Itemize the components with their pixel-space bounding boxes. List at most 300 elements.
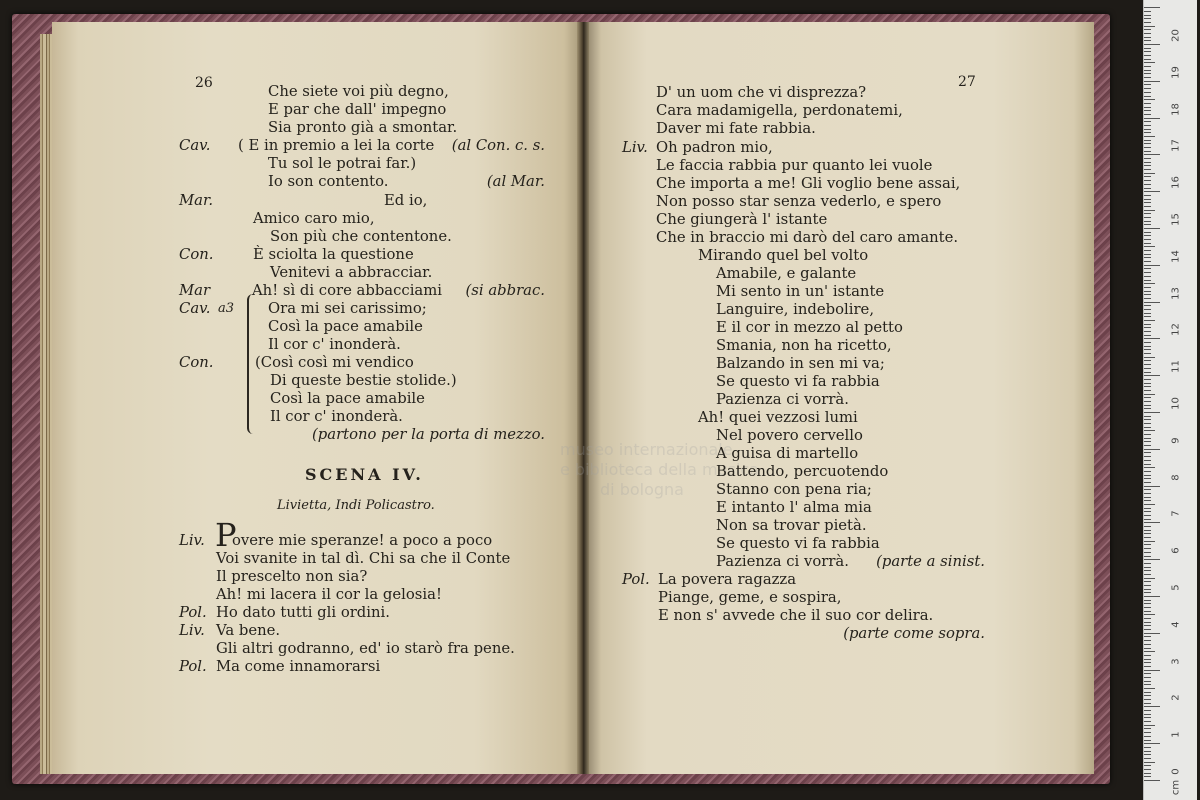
- ruler-tick: [1144, 243, 1151, 244]
- left-verse-line: Che siete voi più degno,: [268, 83, 449, 100]
- left-verse-line: Il cor c' inonderà.: [268, 336, 401, 353]
- ruler-tick: [1144, 732, 1151, 733]
- ruler-tick: [1144, 276, 1151, 277]
- left-verse-line: Ora mi sei carissimo;: [268, 300, 427, 317]
- ruler-tick: [1144, 567, 1151, 568]
- ruler-tick: [1144, 394, 1155, 395]
- ruler-tick: [1144, 530, 1151, 531]
- ruler-tick: [1144, 648, 1151, 649]
- ruler-tick: [1144, 736, 1151, 737]
- left-speaker: Cav.: [179, 137, 211, 154]
- left-speaker: Liv.: [179, 622, 205, 639]
- ruler-tick: [1144, 191, 1160, 192]
- ruler-tick: [1144, 405, 1151, 406]
- left-verse-line: Ho dato tutti gli ordini.: [216, 604, 390, 621]
- left-stage-direction: (al Mar.: [486, 173, 545, 190]
- ruler-tick: [1144, 158, 1151, 159]
- right-verse-line: Smania, non ha ricetto,: [716, 337, 892, 354]
- ruler-tick: [1144, 684, 1151, 685]
- ruler-tick: [1144, 614, 1155, 615]
- a3-marker: a3: [218, 301, 235, 316]
- ruler-tick: [1144, 585, 1151, 586]
- ruler-tick: [1144, 452, 1151, 453]
- ruler-tick: [1144, 140, 1151, 141]
- ruler-tick: [1144, 548, 1151, 549]
- left-verse-line: ( E in premio a lei la corte: [238, 137, 435, 154]
- ruler-tick: [1144, 412, 1160, 413]
- measuring-ruler: [1143, 0, 1197, 800]
- ruler-tick: [1144, 773, 1151, 774]
- ruler-tick: [1144, 416, 1151, 417]
- ruler-tick: [1144, 357, 1155, 358]
- left-verse-line: Tu sol le potrai far.): [268, 155, 417, 172]
- ruler-tick: [1144, 559, 1160, 560]
- ruler-number: 11: [1170, 360, 1182, 374]
- ruler-tick: [1144, 467, 1155, 468]
- ruler-number: 14: [1170, 249, 1182, 263]
- ruler-tick: [1144, 482, 1151, 483]
- right-verse-line: Amabile, e galante: [716, 265, 857, 282]
- ruler-tick: [1144, 681, 1151, 682]
- ruler-tick: [1144, 70, 1151, 71]
- ruler-tick: [1144, 574, 1151, 575]
- ruler-tick: [1144, 552, 1151, 553]
- left-verse-line: È sciolta la questione: [253, 246, 414, 263]
- ruler-tick: [1144, 758, 1151, 759]
- ruler-tick: [1144, 721, 1151, 722]
- ruler-tick: [1144, 629, 1151, 630]
- right-verse-line: Se questo vi fa rabbia: [716, 373, 880, 390]
- ruler-tick: [1144, 206, 1151, 207]
- ruler-tick: [1144, 636, 1151, 637]
- ruler-tick: [1144, 327, 1151, 328]
- ruler-number: 16: [1170, 176, 1182, 190]
- ruler-tick: [1144, 489, 1151, 490]
- left-verse-line: Venitevi a abbracciar.: [270, 264, 433, 281]
- right-verse-line: Se questo vi fa rabbia: [716, 535, 880, 552]
- ruler-tick: [1144, 81, 1160, 82]
- right-speaker: Liv.: [622, 139, 648, 156]
- ruler-tick: [1144, 224, 1151, 225]
- ruler-tick: [1144, 464, 1151, 465]
- ruler-tick: [1144, 596, 1160, 597]
- left-speaker: Mar: [179, 282, 211, 299]
- ruler-tick: [1144, 257, 1151, 258]
- ruler-tick: [1144, 728, 1151, 729]
- ruler-number: 13: [1170, 286, 1182, 300]
- ruler-tick: [1144, 136, 1155, 137]
- right-verse-line: Le faccia rabbia pur quanto lei vuole: [656, 157, 933, 174]
- watermark-line: e biblioteca della musica: [560, 460, 760, 479]
- ruler-tick: [1144, 600, 1151, 601]
- ruler-tick: [1144, 15, 1151, 16]
- ruler-tick: [1144, 460, 1151, 461]
- ruler-number: 12: [1170, 323, 1182, 337]
- ruler-tick: [1144, 232, 1151, 233]
- ruler-tick: [1144, 121, 1151, 122]
- left-verse-line: overe mie speranze! a poco a poco: [232, 532, 493, 549]
- ruler-number: 0: [1170, 768, 1182, 775]
- ruler-tick: [1144, 456, 1151, 457]
- left-verse-line: Ah! sì di core abbacciami: [252, 282, 443, 299]
- ruler-tick: [1144, 592, 1151, 593]
- ruler-tick: [1144, 254, 1151, 255]
- ruler-tick: [1144, 66, 1151, 67]
- ruler-tick: [1144, 48, 1151, 49]
- ruler-tick: [1144, 324, 1151, 325]
- ruler-number: 5: [1170, 584, 1182, 591]
- right-verse-line: Non sa trovar pietà.: [716, 517, 867, 534]
- ruler-tick: [1144, 342, 1151, 343]
- left-verse-line: Così la pace amabile: [268, 318, 423, 335]
- ruler-tick: [1144, 570, 1151, 571]
- ruler-tick: [1144, 151, 1151, 152]
- ruler-tick: [1144, 162, 1151, 163]
- left-verse-line: Io son contento.: [268, 173, 389, 190]
- ruler-tick: [1144, 776, 1151, 777]
- ruler-tick: [1144, 651, 1155, 652]
- ruler-tick: [1144, 670, 1160, 671]
- left-stage-direction: (si abbrac.: [465, 282, 545, 299]
- right-verse-line: Pazienza ci vorrà.: [716, 553, 849, 570]
- ruler-tick: [1144, 360, 1151, 361]
- left-speaker: Pol.: [179, 658, 207, 675]
- ruler-tick: [1144, 320, 1155, 321]
- ruler-number: 1: [1170, 731, 1182, 738]
- left-speaker: Liv.: [179, 532, 205, 549]
- right-verse-line: Che importa a me! Gli voglio bene assai,: [656, 175, 961, 192]
- ruler-tick: [1144, 519, 1151, 520]
- ruler-tick: [1144, 77, 1151, 78]
- ruler-tick: [1144, 125, 1151, 126]
- ruler-tick: [1144, 51, 1151, 52]
- right-verse-line: Ah! quei vezzosi lumi: [698, 409, 858, 426]
- ruler-tick: [1144, 173, 1155, 174]
- ensemble-brace: [247, 294, 255, 434]
- ruler-tick: [1144, 478, 1151, 479]
- ruler-tick: [1144, 239, 1151, 240]
- ruler-tick: [1144, 714, 1151, 715]
- left-speaker: Pol.: [179, 604, 207, 621]
- ruler-tick: [1144, 84, 1151, 85]
- ruler-tick: [1144, 618, 1151, 619]
- ruler-tick: [1144, 346, 1151, 347]
- ruler-tick: [1144, 103, 1151, 104]
- ruler-tick: [1144, 379, 1151, 380]
- ruler-tick: [1144, 349, 1151, 350]
- ruler-tick: [1144, 280, 1151, 281]
- ruler-tick: [1144, 504, 1155, 505]
- right-verse-line: A guisa di martello: [716, 445, 859, 462]
- ruler-tick: [1144, 441, 1151, 442]
- right-verse-line: Che in braccio mi darò del caro amante.: [656, 229, 959, 246]
- right-verse-line: E non s' avvede che il suo cor delira.: [658, 607, 934, 624]
- ruler-tick: [1144, 780, 1160, 781]
- ruler-tick: [1144, 386, 1151, 387]
- ruler-tick: [1144, 522, 1160, 523]
- ruler-tick: [1144, 611, 1151, 612]
- ruler-tick: [1144, 331, 1151, 332]
- ruler-tick: [1144, 107, 1151, 108]
- left-verse-line: Ah! mi lacera il cor la gelosia!: [216, 586, 442, 603]
- ruler-tick: [1144, 195, 1151, 196]
- ruler-tick: [1144, 508, 1151, 509]
- ruler-tick: [1144, 18, 1151, 19]
- left-verse-line: Voi svanite in tal dì. Chi sa che il Conte: [216, 550, 511, 567]
- ruler-tick: [1144, 180, 1151, 181]
- left-verse-line: (Così così mi vendico: [255, 354, 414, 371]
- ruler-tick: [1144, 147, 1151, 148]
- ruler-number: 4: [1170, 621, 1182, 628]
- ruler-tick: [1144, 37, 1151, 38]
- right-verse-line: Cara madamigella, perdonatemi,: [656, 102, 903, 119]
- ruler-tick: [1144, 533, 1151, 534]
- ruler-tick: [1144, 401, 1151, 402]
- ruler-tick: [1144, 309, 1151, 310]
- left-verse-line: Di queste bestie stolide.): [270, 372, 457, 389]
- ruler-tick: [1144, 692, 1151, 693]
- left-verse-line: Ed io,: [384, 192, 428, 209]
- right-speaker: Pol.: [622, 571, 650, 588]
- ruler-number: 9: [1170, 437, 1182, 444]
- left-verse-line: Va bene.: [216, 622, 281, 639]
- ruler-tick: [1144, 272, 1151, 273]
- ruler-number: 17: [1170, 139, 1182, 153]
- ruler-number: 20: [1170, 29, 1182, 42]
- ruler-tick: [1144, 305, 1151, 306]
- ruler-tick: [1144, 581, 1151, 582]
- book-gutter: [577, 22, 589, 774]
- ruler-tick: [1144, 291, 1151, 292]
- ruler-tick: [1144, 287, 1151, 288]
- ruler-tick: [1144, 73, 1151, 74]
- ruler-tick: [1144, 537, 1151, 538]
- ruler-tick: [1144, 283, 1155, 284]
- ruler-tick: [1144, 217, 1151, 218]
- ruler-tick: [1144, 666, 1151, 667]
- ruler-tick: [1144, 44, 1160, 45]
- ruler-tick: [1144, 29, 1151, 30]
- left-verse-line: Son più che contentone.: [270, 228, 452, 245]
- ruler-tick: [1144, 261, 1151, 262]
- ruler-tick: [1144, 22, 1151, 23]
- ruler-tick: [1144, 335, 1151, 336]
- ruler-tick: [1144, 250, 1151, 251]
- ruler-tick: [1144, 129, 1151, 130]
- ruler-tick: [1144, 213, 1151, 214]
- ruler-tick: [1144, 372, 1151, 373]
- right-page-number: 27: [958, 74, 976, 90]
- ruler-tick: [1144, 471, 1151, 472]
- ruler-tick: [1144, 662, 1151, 663]
- ruler-number: 7: [1170, 510, 1182, 518]
- ruler-number: 3: [1170, 657, 1182, 665]
- ruler-tick: [1144, 313, 1151, 314]
- ruler-tick: [1144, 294, 1151, 295]
- ruler-number: 2: [1170, 694, 1182, 702]
- ruler-tick: [1144, 202, 1151, 203]
- ruler-tick: [1144, 541, 1155, 542]
- left-speaker: Con.: [179, 354, 214, 371]
- ruler-tick: [1144, 7, 1160, 8]
- right-verse-line: D' un uom che vi disprezza?: [656, 84, 867, 101]
- left-dropcap: P: [215, 516, 237, 554]
- ruler-tick: [1144, 118, 1160, 119]
- ruler-tick: [1144, 500, 1151, 501]
- right-verse-line: Languire, indebolire,: [716, 301, 875, 318]
- ruler-tick: [1144, 445, 1151, 446]
- ruler-tick: [1144, 625, 1151, 626]
- right-verse-line: La povera ragazza: [658, 571, 797, 588]
- ruler-tick: [1144, 132, 1151, 133]
- ruler-tick: [1144, 221, 1151, 222]
- ruler-tick: [1144, 408, 1151, 409]
- ruler-number: 19: [1170, 65, 1182, 79]
- ruler-unit: cm: [1170, 779, 1182, 796]
- ruler-number: 10: [1170, 397, 1182, 410]
- ruler-tick: [1144, 511, 1151, 512]
- ruler-tick: [1144, 368, 1151, 369]
- ruler-tick: [1144, 699, 1151, 700]
- ruler-tick: [1144, 607, 1151, 608]
- ruler-tick: [1144, 427, 1151, 428]
- left-speaker: Con.: [179, 246, 214, 263]
- scene-title: SCENA IV.: [305, 465, 424, 484]
- ruler-tick: [1144, 556, 1151, 557]
- ruler-tick: [1144, 268, 1151, 269]
- ruler-tick: [1144, 338, 1160, 339]
- ruler-tick: [1144, 26, 1155, 27]
- ruler-tick: [1144, 169, 1151, 170]
- right-stage-direction: (parte come sopra.: [843, 625, 985, 642]
- right-verse-line: Nel povero cervello: [716, 427, 863, 444]
- ruler-tick: [1144, 493, 1151, 494]
- ruler-tick: [1144, 92, 1151, 93]
- ruler-tick: [1144, 751, 1151, 752]
- right-verse-line: E il cor in mezzo al petto: [716, 319, 903, 336]
- right-verse-line: Balzando in sen mi va;: [716, 355, 885, 372]
- ruler-tick: [1144, 622, 1151, 623]
- ruler-tick: [1144, 717, 1151, 718]
- ruler-tick: [1144, 710, 1151, 711]
- ruler-tick: [1144, 62, 1155, 63]
- left-verse-line: Sia pronto già a smontar.: [268, 119, 458, 136]
- ruler-tick: [1144, 33, 1151, 34]
- ruler-tick: [1144, 677, 1151, 678]
- right-verse-line: Mi sento in un' istante: [716, 283, 885, 300]
- ruler-tick: [1144, 110, 1151, 111]
- ruler-tick: [1144, 740, 1151, 741]
- ruler-tick: [1144, 449, 1160, 450]
- left-page-number: 26: [195, 75, 213, 91]
- watermark-line: museo internazionale: [560, 440, 733, 459]
- left-verse-line: Il cor c' inonderà.: [270, 408, 403, 425]
- ruler-tick: [1144, 695, 1151, 696]
- left-verse-line: Gli altri godranno, ed' io starò fra pene.: [216, 640, 515, 657]
- ruler-tick: [1144, 754, 1151, 755]
- ruler-tick: [1144, 578, 1155, 579]
- ruler-tick: [1144, 390, 1151, 391]
- right-verse-line: Non posso star senza vederlo, e spero: [656, 193, 942, 210]
- ruler-tick: [1144, 298, 1151, 299]
- ruler-tick: [1144, 99, 1155, 100]
- ruler-tick: [1144, 364, 1151, 365]
- ruler-tick: [1144, 210, 1155, 211]
- ruler-tick: [1144, 419, 1151, 420]
- ruler-tick: [1144, 184, 1151, 185]
- ruler-tick: [1144, 11, 1151, 12]
- right-stage-direction: (parte a sinist.: [876, 553, 985, 570]
- ruler-tick: [1144, 486, 1160, 487]
- ruler-tick: [1144, 59, 1151, 60]
- ruler-number: 18: [1170, 102, 1182, 116]
- left-stage-direction: (al Con. c. s.: [451, 137, 545, 154]
- ruler-tick: [1144, 199, 1151, 200]
- right-verse-line: Piange, geme, e sospira,: [658, 589, 842, 606]
- ruler-tick: [1144, 644, 1151, 645]
- ruler-tick: [1144, 430, 1155, 431]
- ruler-number: 6: [1170, 547, 1182, 554]
- right-verse-line: Battendo, percuotendo: [716, 463, 889, 480]
- ruler-tick: [1144, 265, 1160, 266]
- ruler-tick: [1144, 375, 1160, 376]
- left-verse-line: Il prescelto non sia?: [216, 568, 368, 585]
- ruler-tick: [1144, 383, 1151, 384]
- ruler-tick: [1144, 655, 1151, 656]
- ruler-tick: [1144, 743, 1160, 744]
- left-speaker: Cav.: [179, 300, 211, 317]
- ruler-number: 15: [1170, 213, 1182, 226]
- ruler-tick: [1144, 765, 1151, 766]
- ruler-tick: [1144, 497, 1151, 498]
- scene-cast: Livietta, Indi Policastro.: [277, 498, 435, 513]
- ruler-tick: [1144, 563, 1151, 564]
- ruler-tick: [1144, 725, 1155, 726]
- ruler-tick: [1144, 769, 1151, 770]
- ruler-tick: [1144, 673, 1151, 674]
- right-verse-line: Oh padron mio,: [656, 139, 773, 156]
- ruler-tick: [1144, 706, 1160, 707]
- left-verse-line: Ma come innamorarsi: [216, 658, 381, 675]
- right-verse-line: Stanno con pena ria;: [716, 481, 872, 498]
- ruler-tick: [1144, 353, 1151, 354]
- right-verse-line: E intanto l' alma mia: [716, 499, 872, 516]
- ruler-tick: [1144, 176, 1151, 177]
- ruler-tick: [1144, 165, 1151, 166]
- ruler-tick: [1144, 88, 1151, 89]
- ruler-tick: [1144, 246, 1155, 247]
- left-verse-line: Amico caro mio,: [253, 210, 375, 227]
- right-verse-line: Daver mi fate rabbia.: [656, 120, 816, 137]
- left-verse-line: Così la pace amabile: [270, 390, 425, 407]
- ruler-tick: [1144, 762, 1155, 763]
- left-stage-direction: (partono per la porta di mezzo.: [312, 426, 545, 443]
- ruler-tick: [1144, 438, 1151, 439]
- ruler-tick: [1144, 603, 1151, 604]
- ruler-tick: [1144, 114, 1151, 115]
- watermark-line: di bologna: [600, 480, 684, 499]
- ruler-tick: [1144, 640, 1151, 641]
- ruler-tick: [1144, 96, 1151, 97]
- ruler-tick: [1144, 703, 1151, 704]
- ruler-tick: [1144, 423, 1151, 424]
- ruler-tick: [1144, 589, 1151, 590]
- ruler-tick: [1144, 659, 1151, 660]
- ruler-tick: [1144, 302, 1160, 303]
- ruler-tick: [1144, 143, 1151, 144]
- ruler-tick: [1144, 55, 1151, 56]
- left-speaker: Mar.: [179, 192, 214, 209]
